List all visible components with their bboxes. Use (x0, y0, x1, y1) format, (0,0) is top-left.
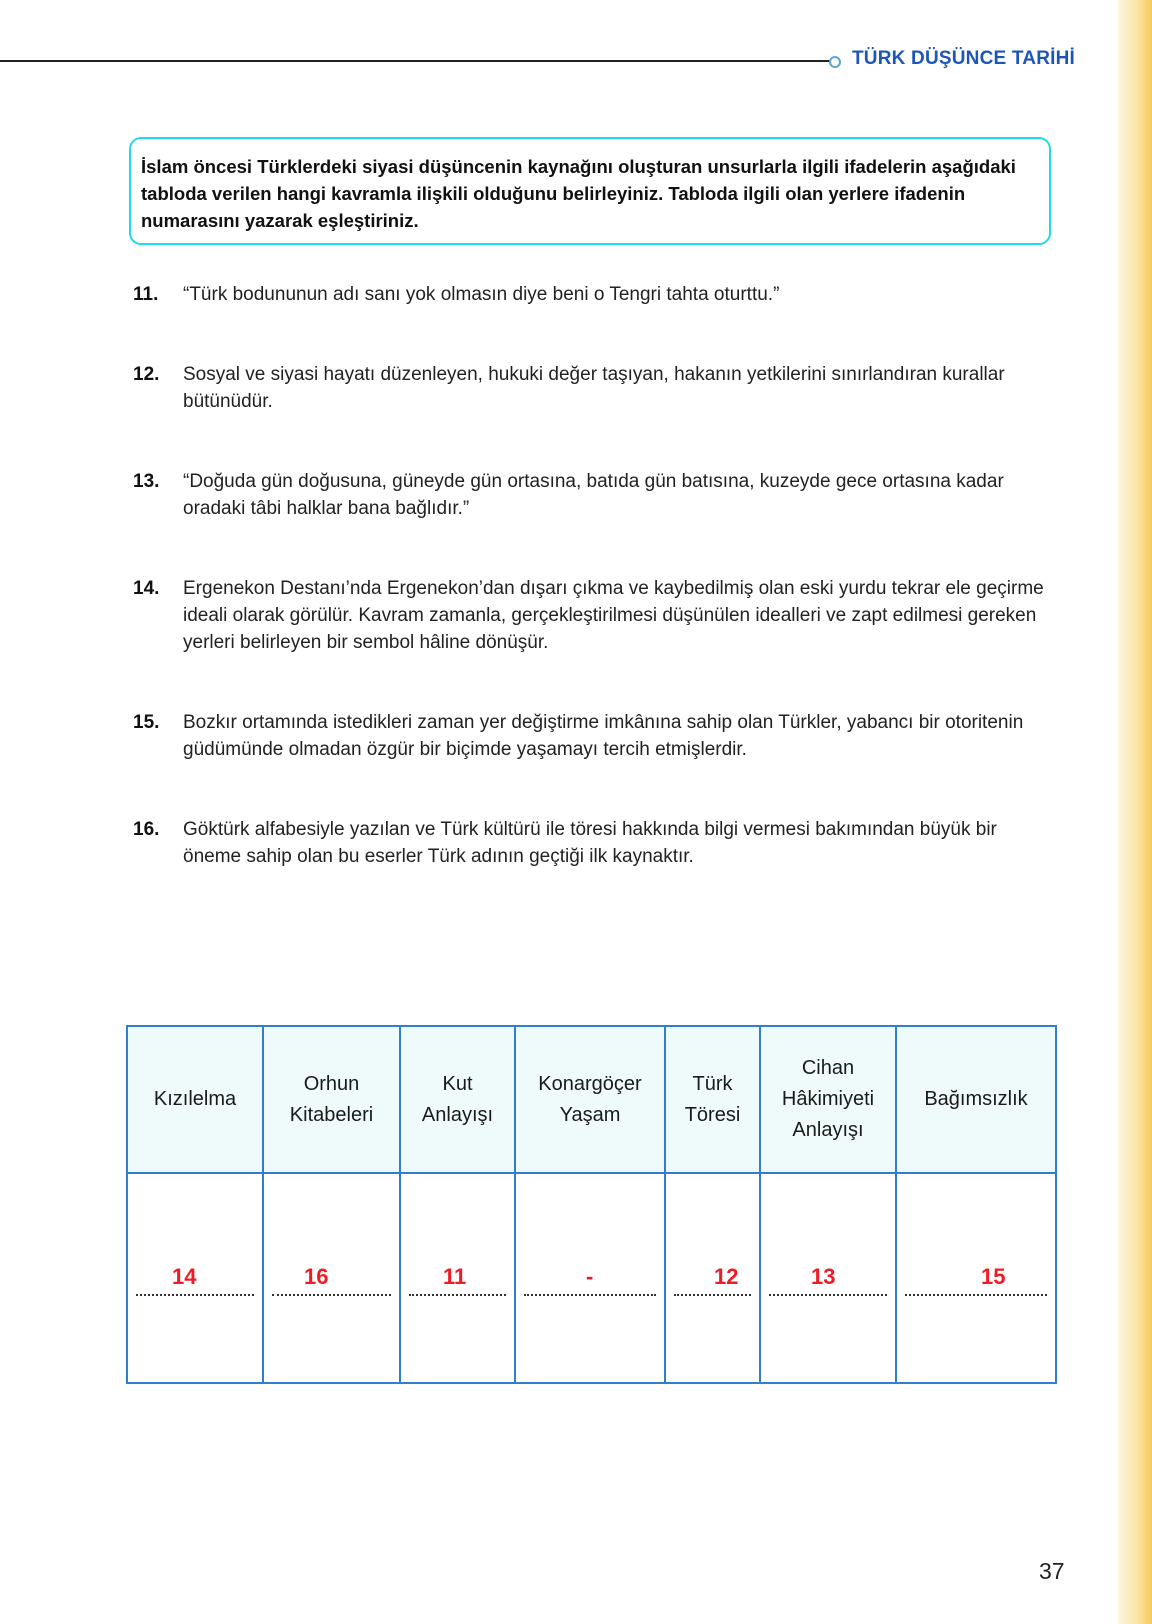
question-number: 12. (133, 364, 160, 385)
answer-cell-kizilelma[interactable] (127, 1173, 263, 1383)
question-number: 16. (133, 819, 160, 840)
page-header-title: TÜRK DÜŞÜNCE TARİHİ (852, 48, 1075, 69)
question-text: Göktürk alfabesiyle yazılan ve Türk kültürü ile töresi hakkında bilgi vermesi bakımından büyük bir öneme sahip olan bu eserler Türk adının geçtiği ilk kaynaktır. (183, 819, 997, 867)
question-11 (133, 281, 1053, 308)
answer-dotted-line (524, 1293, 656, 1296)
answer-value: - (586, 1264, 594, 1289)
header-cihan-hakimiyeti: Cihan Hâkimiyeti Anlayışı (760, 1026, 896, 1173)
answer-value: 12 (714, 1264, 739, 1289)
question-15 (133, 709, 1053, 763)
question-text: Ergenekon Destanı’nda Ergenekon’dan dışarı çıkma ve kaybedilmiş olan eski yurdu tekrar ele geçirme ideali olarak görülür. Kavram zamanla, gerçekleştirilmesi düşünülen idealleri ve zapt edilmesi gereken yerleri belirleyen bir sembol hâline dönüşür. (183, 578, 1044, 653)
answer-cell-turk-toresi[interactable] (665, 1173, 760, 1383)
header-kut-anlayisi: Kut Anlayışı (400, 1026, 515, 1173)
table-answer-row (127, 1173, 1056, 1383)
question-12 (133, 361, 1053, 415)
answer-cell-cihan-hakimiyeti[interactable] (760, 1173, 896, 1383)
answer-cell-kut-anlayisi[interactable] (400, 1173, 515, 1383)
answer-value: 15 (981, 1264, 1006, 1289)
question-text: Sosyal ve siyasi hayatı düzenleyen, hukuki değer taşıyan, hakanın yetkilerini sınırlandıran kurallar bütünüdür. (183, 364, 1005, 412)
answer-dotted-line (272, 1293, 391, 1296)
question-13 (133, 468, 1053, 522)
question-text: “Türk bodununun adı sanı yok olmasın diye beni o Tengri tahta oturttu.” (183, 284, 780, 305)
answer-value: 11 (443, 1264, 467, 1289)
answer-cell-bagimsizlik[interactable] (896, 1173, 1056, 1383)
answer-cell-konargocer-yasam[interactable] (515, 1173, 665, 1383)
table-header-row (127, 1026, 1056, 1173)
header-turk-toresi: Türk Töresi (665, 1026, 760, 1173)
question-text: Bozkır ortamında istedikleri zaman yer değiştirme imkânına sahip olan Türkler, yabancı bir otoritenin güdümünde olmadan özgür bir biçimde yaşamayı tercih etmişlerdir. (183, 712, 1024, 760)
question-text: “Doğuda gün doğusuna, güneyde gün ortasına, batıda gün batısına, kuzeyde gece ortasına kadar oradaki tâbi halklar bana bağlıdır.” (183, 471, 1004, 519)
question-14 (133, 575, 1053, 656)
question-16 (133, 816, 1053, 870)
header-orhun-kitabeleri: Orhun Kitabeleri (263, 1026, 400, 1173)
side-color-strip (1118, 0, 1152, 1624)
answer-value: 13 (811, 1264, 836, 1289)
answer-dotted-line (409, 1293, 506, 1296)
header-kizilelma: Kızılelma (127, 1026, 263, 1173)
question-number: 11. (133, 284, 159, 305)
answer-dotted-line (905, 1293, 1047, 1296)
header-circle-icon (829, 56, 841, 68)
answer-value: 16 (304, 1264, 329, 1289)
header-bagimsizlik: Bağımsızlık (896, 1026, 1056, 1173)
instruction-box: İslam öncesi Türklerdeki siyasi düşüncenin kaynağını oluşturan unsurlarla ilgili ifadelerin aşağıdaki tabloda verilen hangi kavramla ilişkili olduğunu belirleyiniz. Tabloda ilgili olan yerlere ifadenin numarasını yazarak eşleştiriniz. (129, 137, 1051, 245)
page-number: 37 (1039, 1558, 1065, 1584)
answer-dotted-line (136, 1293, 254, 1296)
header-konargocer-yasam: Konargöçer Yaşam (515, 1026, 665, 1173)
matching-table (126, 1025, 1057, 1384)
answer-value: 14 (172, 1264, 197, 1289)
answer-cell-orhun-kitabeleri[interactable] (263, 1173, 400, 1383)
answer-dotted-line (674, 1293, 751, 1296)
question-number: 14. (133, 578, 160, 599)
question-number: 13. (133, 471, 160, 492)
question-number: 15. (133, 712, 160, 733)
answer-dotted-line (769, 1293, 887, 1296)
header-rule (0, 60, 830, 62)
